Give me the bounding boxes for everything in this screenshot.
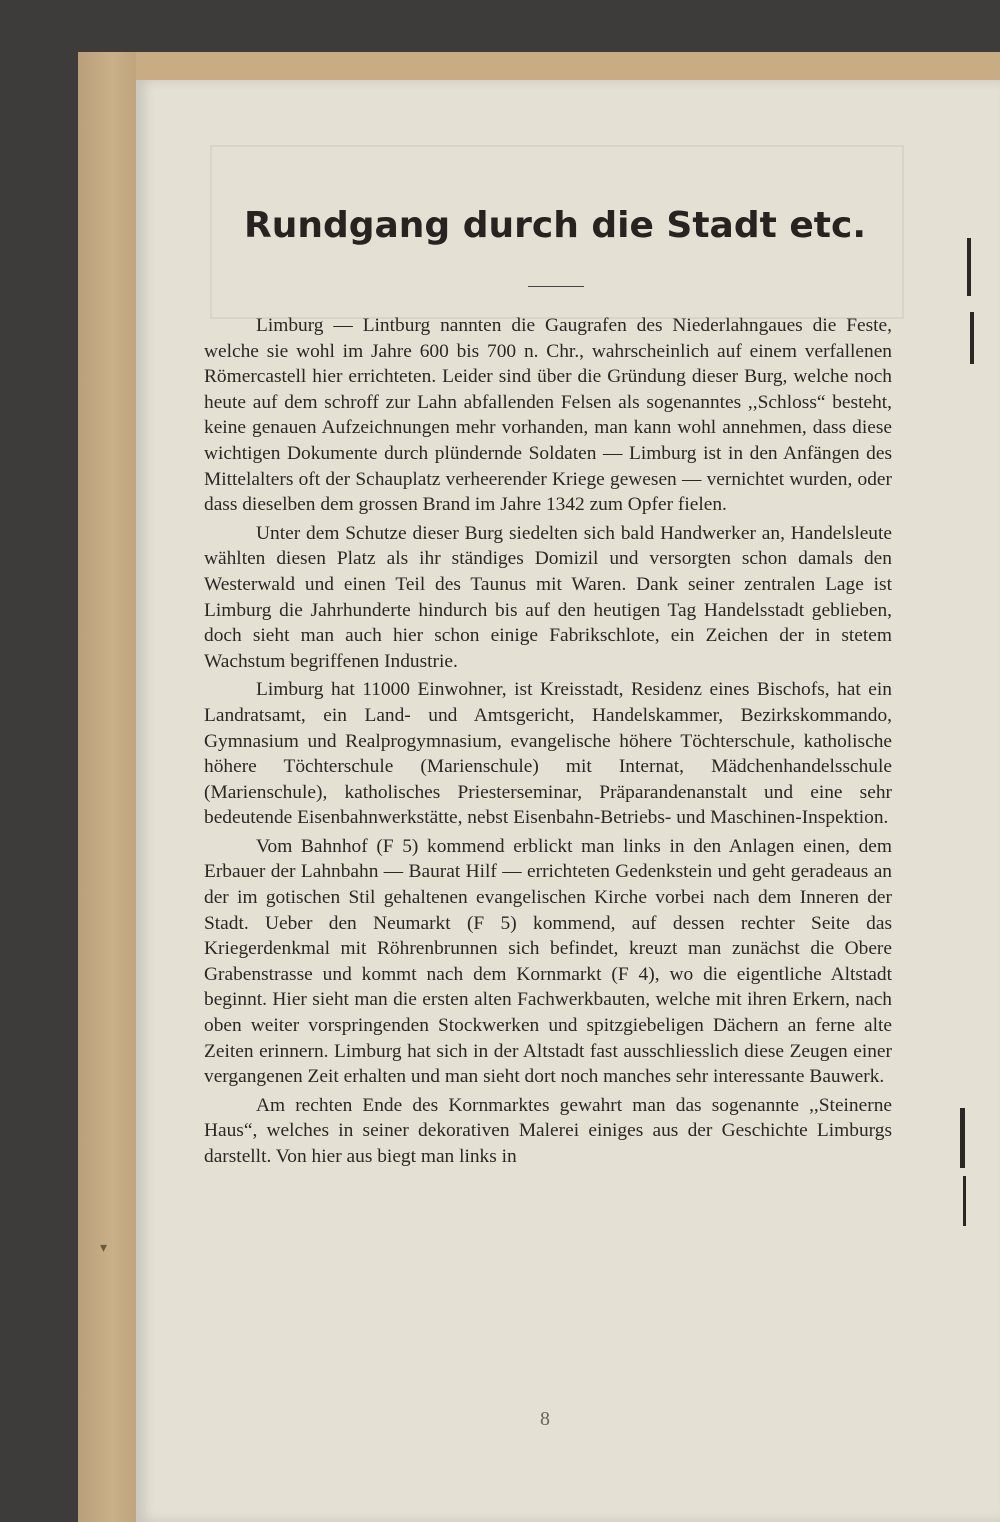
paragraph-4: Vom Bahnhof (F 5) kommend erblickt man links in den Anlagen einen, dem Erbauer der Lahnbahn — Baurat Hilf — errichteten Gedenkstein und geht geradeaus an der im gotischen Stil gehaltenen evangelischen Kirche vorbei nach dem Inneren der Stadt. Ueber den Neumarkt (F 5) kommend, auf dessen rechter Seite das Kriegerdenkmal mit Röhrenbrunnen sich befindet, kreuzt man zunächst die Obere Grabenstrasse und kommt nach dem Kornmarkt (F 4), wo die eigentliche Altstadt beginnt. Hier sieht man die ersten alten Fachwerkbauten, welche mit ihren Erkern, nach oben weiter vorspringenden Stockwerken und spitzgiebeligen Dächern an ferne alte Zeiten erinnern. Limburg hat sich in der Altstadt fast ausschliesslich diese Zeugen einer vergangenen Zeit erhalten und man sieht dort noch manches sehr interessante Bauwerk. (204, 835, 892, 1088)
paragraph-2: Unter dem Schutze dieser Burg siedelten sich bald Handwerker an, Handelsleute wählten diesen Platz als ihr ständiges Domizil und versorgten schon damals den Westerwald und einen Teil des Taunus mit Waren. Dank seiner zentralen Lage ist Limburg die Jahrhunderte hindurch bis auf den heutigen Tag Handelsstadt geblieben, doch sieht man auch hier schon einige Fabrikschlote, ein Zeichen der in stetem Wachstum begriffenen Industrie. (204, 522, 892, 672)
book-spine (78, 52, 136, 1522)
margin-mark-bottom-1 (960, 1108, 965, 1168)
body-text (204, 313, 892, 1170)
paragraph-1: Limburg — Lintburg nannten die Gaugrafen des Niederlahngaues die Feste, welche sie wohl im Jahre 600 bis 700 n. Chr., wahrscheinlich auf einem verfallenen Römercastell hier errichteten. Leider sind über die Gründung dieser Burg, welche noch heute auf dem schroff zur Lahn abfallenden Felsen als sogenanntes ,,Schloss“ besteht, keine genauen Aufzeichnungen mehr vorhanden, man kann wohl annehmen, dass diese wichtigen Dokumente durch plündernde Soldaten — Limburg ist in den Anfängen des Mittelalters oft der Schauplatz verheerender Kriege gewesen — vernichtet wurden, oder dass dieselben dem grossen Brand im Jahre 1342 zum Opfer fielen. (204, 315, 892, 516)
margin-speck: ▾ (100, 1241, 108, 1256)
page-title: Rundgang durch die Stadt etc. (243, 205, 867, 246)
margin-mark-bottom-2 (963, 1176, 966, 1226)
page-number: 8 (540, 1408, 550, 1430)
paragraph-3: Limburg hat 11000 Einwohner, ist Kreisstadt, Residenz eines Bischofs, hat ein Landratsamt, ein Land- und Amtsgericht, Handelskammer, Bezirkskommando, Gymnasium und Realprogymnasium, evangelische höhere Töchterschule, katholische höhere Töchterschule (Marienschule) mit Internat, Mädchenhandelsschule (Marienschule), katholisches Priesterseminar, Präparandenanstalt und eine sehr bedeutende Eisenbahnwerkstätte, nebst Eisenbahn-Betriebs- und Maschinen-Inspektion. (204, 679, 892, 829)
margin-mark-top-1 (967, 238, 971, 296)
paragraph-5: Am rechten Ende des Kornmarktes gewahrt man das sogenannte ,,Steinerne Haus“, welches in seiner dekorativen Malerei einiges aus der Geschichte Limburgs darstellt. Von hier aus biegt man links in (204, 1094, 892, 1167)
title-divider (528, 286, 584, 287)
margin-mark-top-2 (970, 312, 974, 364)
